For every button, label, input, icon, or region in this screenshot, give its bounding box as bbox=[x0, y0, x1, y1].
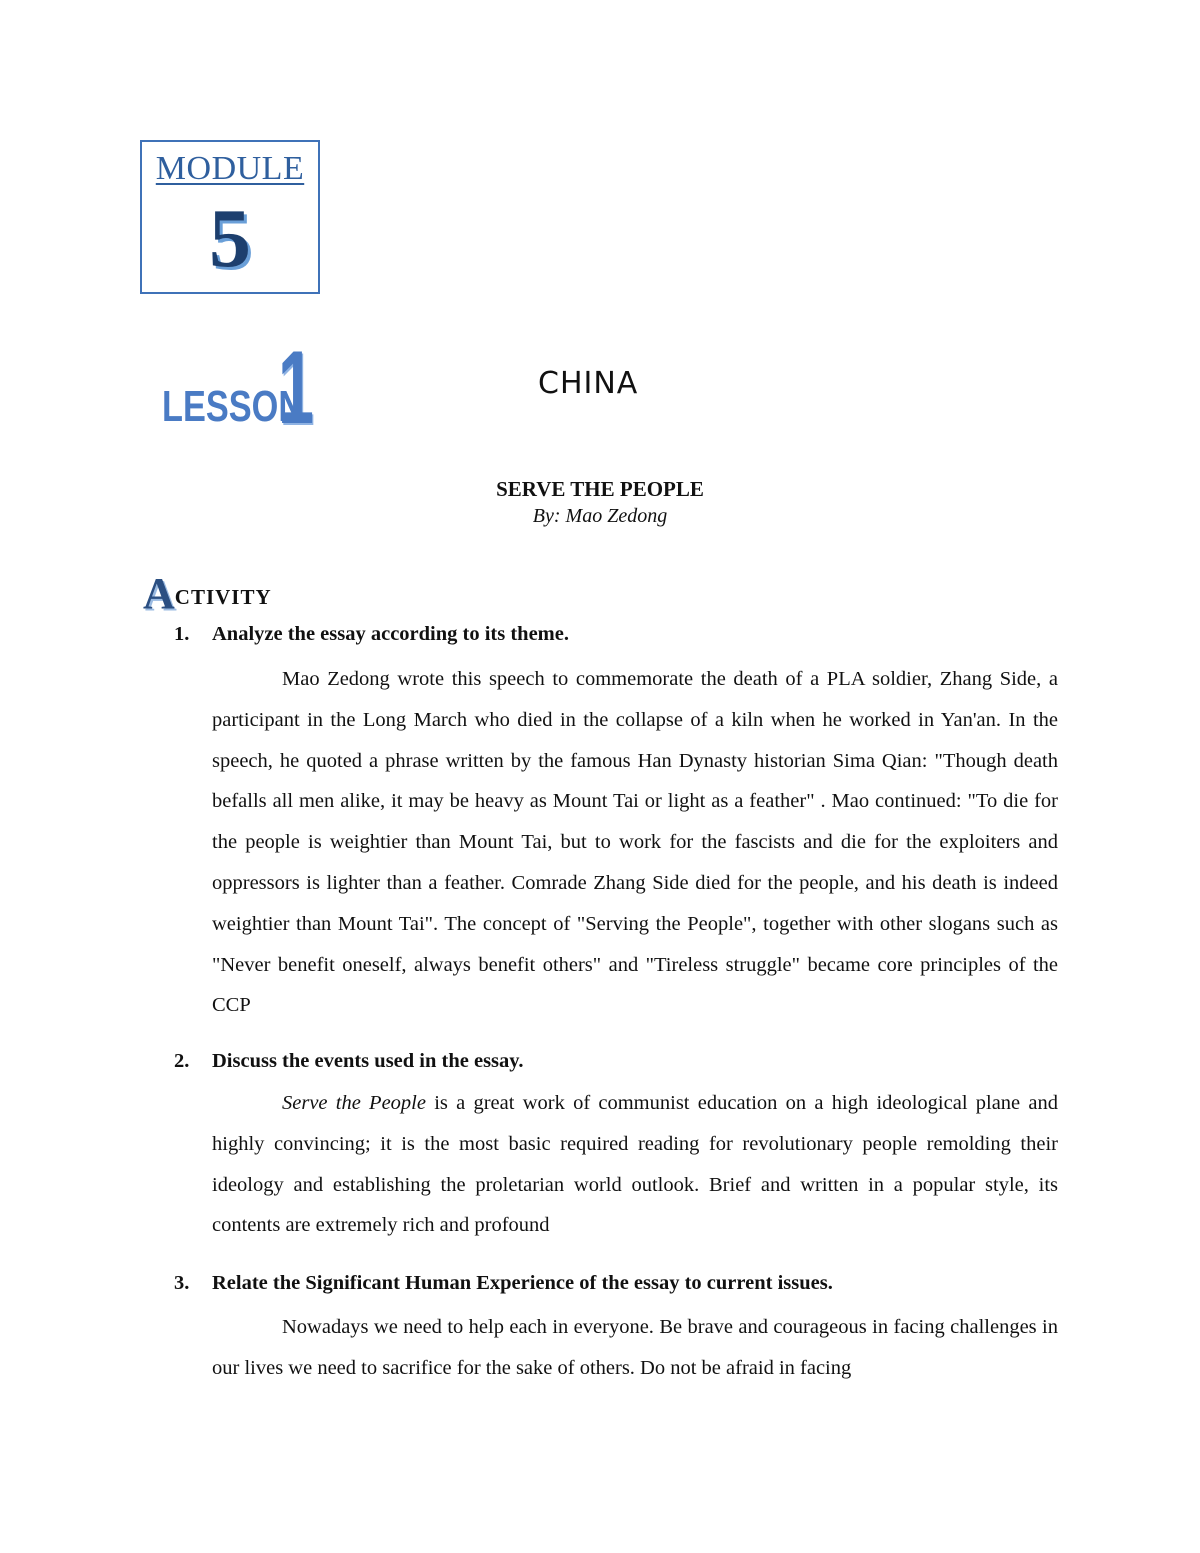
question-2 bbox=[174, 1050, 524, 1073]
question-number: 3. bbox=[174, 1272, 190, 1294]
answer-2-text: is a great work of communist education on a high ideological plane and highly convincing; it is the most basic required reading for revolutionary people remolding their ideology and establishing the proletarian world outlook. Brief and written in a popular style, its contents are extremely rich and profound bbox=[212, 1092, 1059, 1237]
module-label: MODULE bbox=[155, 150, 305, 187]
question-1 bbox=[174, 623, 569, 646]
essay-author: By: Mao Zedong bbox=[532, 505, 668, 527]
answer-2 bbox=[212, 1083, 1058, 1246]
activity-rest: CTIVITY bbox=[174, 585, 272, 609]
essay-title-italic: Serve the People bbox=[282, 1092, 426, 1114]
module-box bbox=[140, 140, 320, 294]
essay-title: SERVE THE PEOPLE bbox=[496, 477, 704, 501]
lesson-number: 1 bbox=[278, 330, 314, 446]
lesson-label: LESSON bbox=[162, 382, 304, 431]
question-text: Analyze the essay according to its theme. bbox=[212, 623, 569, 645]
answer-1: Mao Zedong wrote this speech to commemorate the death of a PLA soldier, Zhang Side, a participant in the Long March who died in the collapse of a kiln when he worked in Yan'an. In the speech, he quoted a phrase written by the famous Han Dynasty historian Sima Qian: "Though death befalls all men alike, it may be heavy as Mount Tai or light as a feather" . Mao continued: "To die for the people is weightier than Mount Tai, but to work for the fascists and die for the exploiters and oppressors is lighter than a feather. Comrade Zhang Side died for the people, and his death is indeed weightier than Mount Tai". The concept of "Serving the People", together with other slogans such as "Never benefit oneself, always benefit others" and "Tireless struggle" became core principles of the CCP bbox=[212, 668, 1058, 1017]
activity-initial: A bbox=[143, 569, 175, 618]
question-text: Discuss the events used in the essay. bbox=[212, 1050, 524, 1072]
module-number: 5 bbox=[209, 192, 251, 285]
question-text: Relate the Significant Human Experience of the essay to current issues. bbox=[212, 1272, 833, 1294]
answer-3: Nowadays we need to help each in everyone. Be brave and courageous in facing challenges in our lives we need to sacrifice for the sake of others. Do not be afraid in facing bbox=[212, 1316, 1058, 1379]
question-number: 2. bbox=[174, 1050, 190, 1072]
question-number: 1. bbox=[174, 623, 190, 645]
activity-heading bbox=[143, 568, 272, 619]
country-heading: CHINA bbox=[538, 366, 639, 401]
question-3 bbox=[174, 1272, 833, 1295]
